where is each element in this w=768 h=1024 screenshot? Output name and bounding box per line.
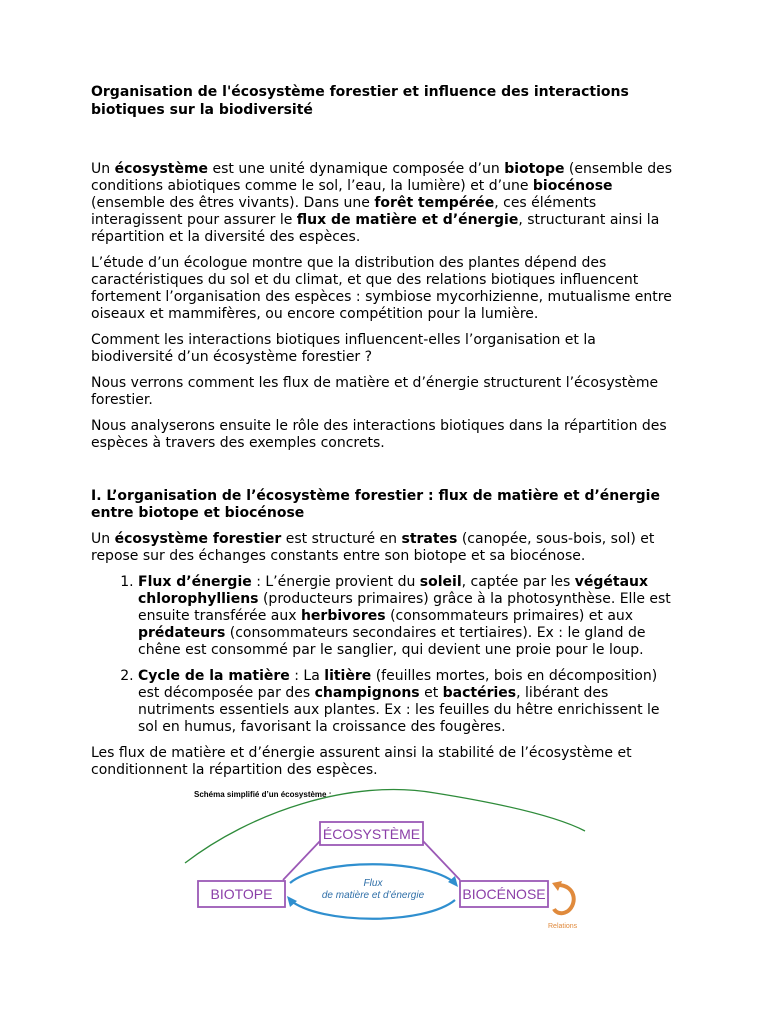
section-1-list [91, 574, 681, 736]
document-page [91, 83, 681, 788]
intro-paragraph-3: Comment les interactions biotiques influencent-elles l’organisation et la biodiversité d’un écosystème forestier ? [91, 332, 596, 365]
ecosystem-diagram [180, 783, 590, 933]
document-title: Organisation de l'écosystème forestier et influence des interactions biotiques sur la biodiversité [91, 84, 629, 118]
flux-arrowhead-right [448, 876, 458, 887]
flux-arrowhead-left [287, 896, 297, 907]
intro-paragraph-5: Nous analyserons ensuite le rôle des interactions biotiques dans la répartition des espèces à travers des exemples concrets. [91, 418, 667, 451]
section-1-conclusion: Les flux de matière et d’énergie assurent ainsi la stabilité de l’écosystème et conditionnent la répartition des espèces. [91, 745, 632, 778]
list-item-matter-cycle: 2. Cycle de la matière : La litière (feuilles mortes, bois en décomposition) est décomposée par des champignons et bactéries, libérant des nutriments essentiels aux plantes. Ex : les feuilles du hêtre enrichissent le sol en humus, favorisant la croissance des fougères. [138, 668, 681, 736]
ecosysteme-label: ÉCOSYSTÈME [322, 826, 421, 842]
section-1-heading: I. L’organisation de l’écosystème forestier : flux de matière et d’énergie entre biotope et biocénose [91, 488, 660, 521]
diagram-caption: Schéma simplifié d’un écosystème : [194, 790, 332, 799]
relations-label: Relations [548, 923, 578, 930]
intro-paragraph-2: L’étude d’un écologue montre que la distribution des plantes dépend des caractéristiques du sol et du climat, et que des relations biotiques influencent fortement l’organisation des espèces : symbiose mycorhizienne, mutualisme entre oiseaux et mammifères, ou encore compétition pour la lumière. [91, 255, 672, 322]
list-item-energy-flow: 1. Flux d’énergie : L’énergie provient du soleil, captée par les végétaux chlorophylliens (producteurs primaires) grâce à la photosynthèse. Elle est ensuite transférée aux herbivores (consommateurs primaires) et aux prédateurs (consommateurs secondaires et tertiaires). Ex : le gland de chêne est consommé par le sanglier, qui devient une proie pour le loup. [138, 574, 681, 659]
intro-paragraph-4: Nous verrons comment les flux de matière et d’énergie structurent l’écosystème forestier. [91, 375, 659, 408]
flux-arrow-bottom [290, 900, 455, 919]
intro-paragraph-1: Un écosystème est une unité dynamique composée d’un biotope (ensemble des conditions abiotiques comme le sol, l’eau, la lumière) et d’une biocénose (ensemble des êtres vivants). Dans une forêt tempérée, ces éléments interagissent pour assurer le flux de matière et d’énergie, structurant ainsi la répartition et la diversité des espèces. [91, 161, 673, 245]
biocenose-label: BIOCÉNOSE [462, 886, 546, 902]
biotope-label: BIOTOPE [210, 886, 273, 902]
connector-left [283, 841, 320, 880]
flux-label-line1: Flux [363, 878, 383, 889]
section-1-paragraph: Un écosystème forestier est structuré en strates (canopée, sous-bois, sol) et repose sur des échanges constants entre son biotope et sa biocénose. [91, 531, 655, 564]
flux-label-line2: de matière et d’énergie [321, 890, 425, 901]
